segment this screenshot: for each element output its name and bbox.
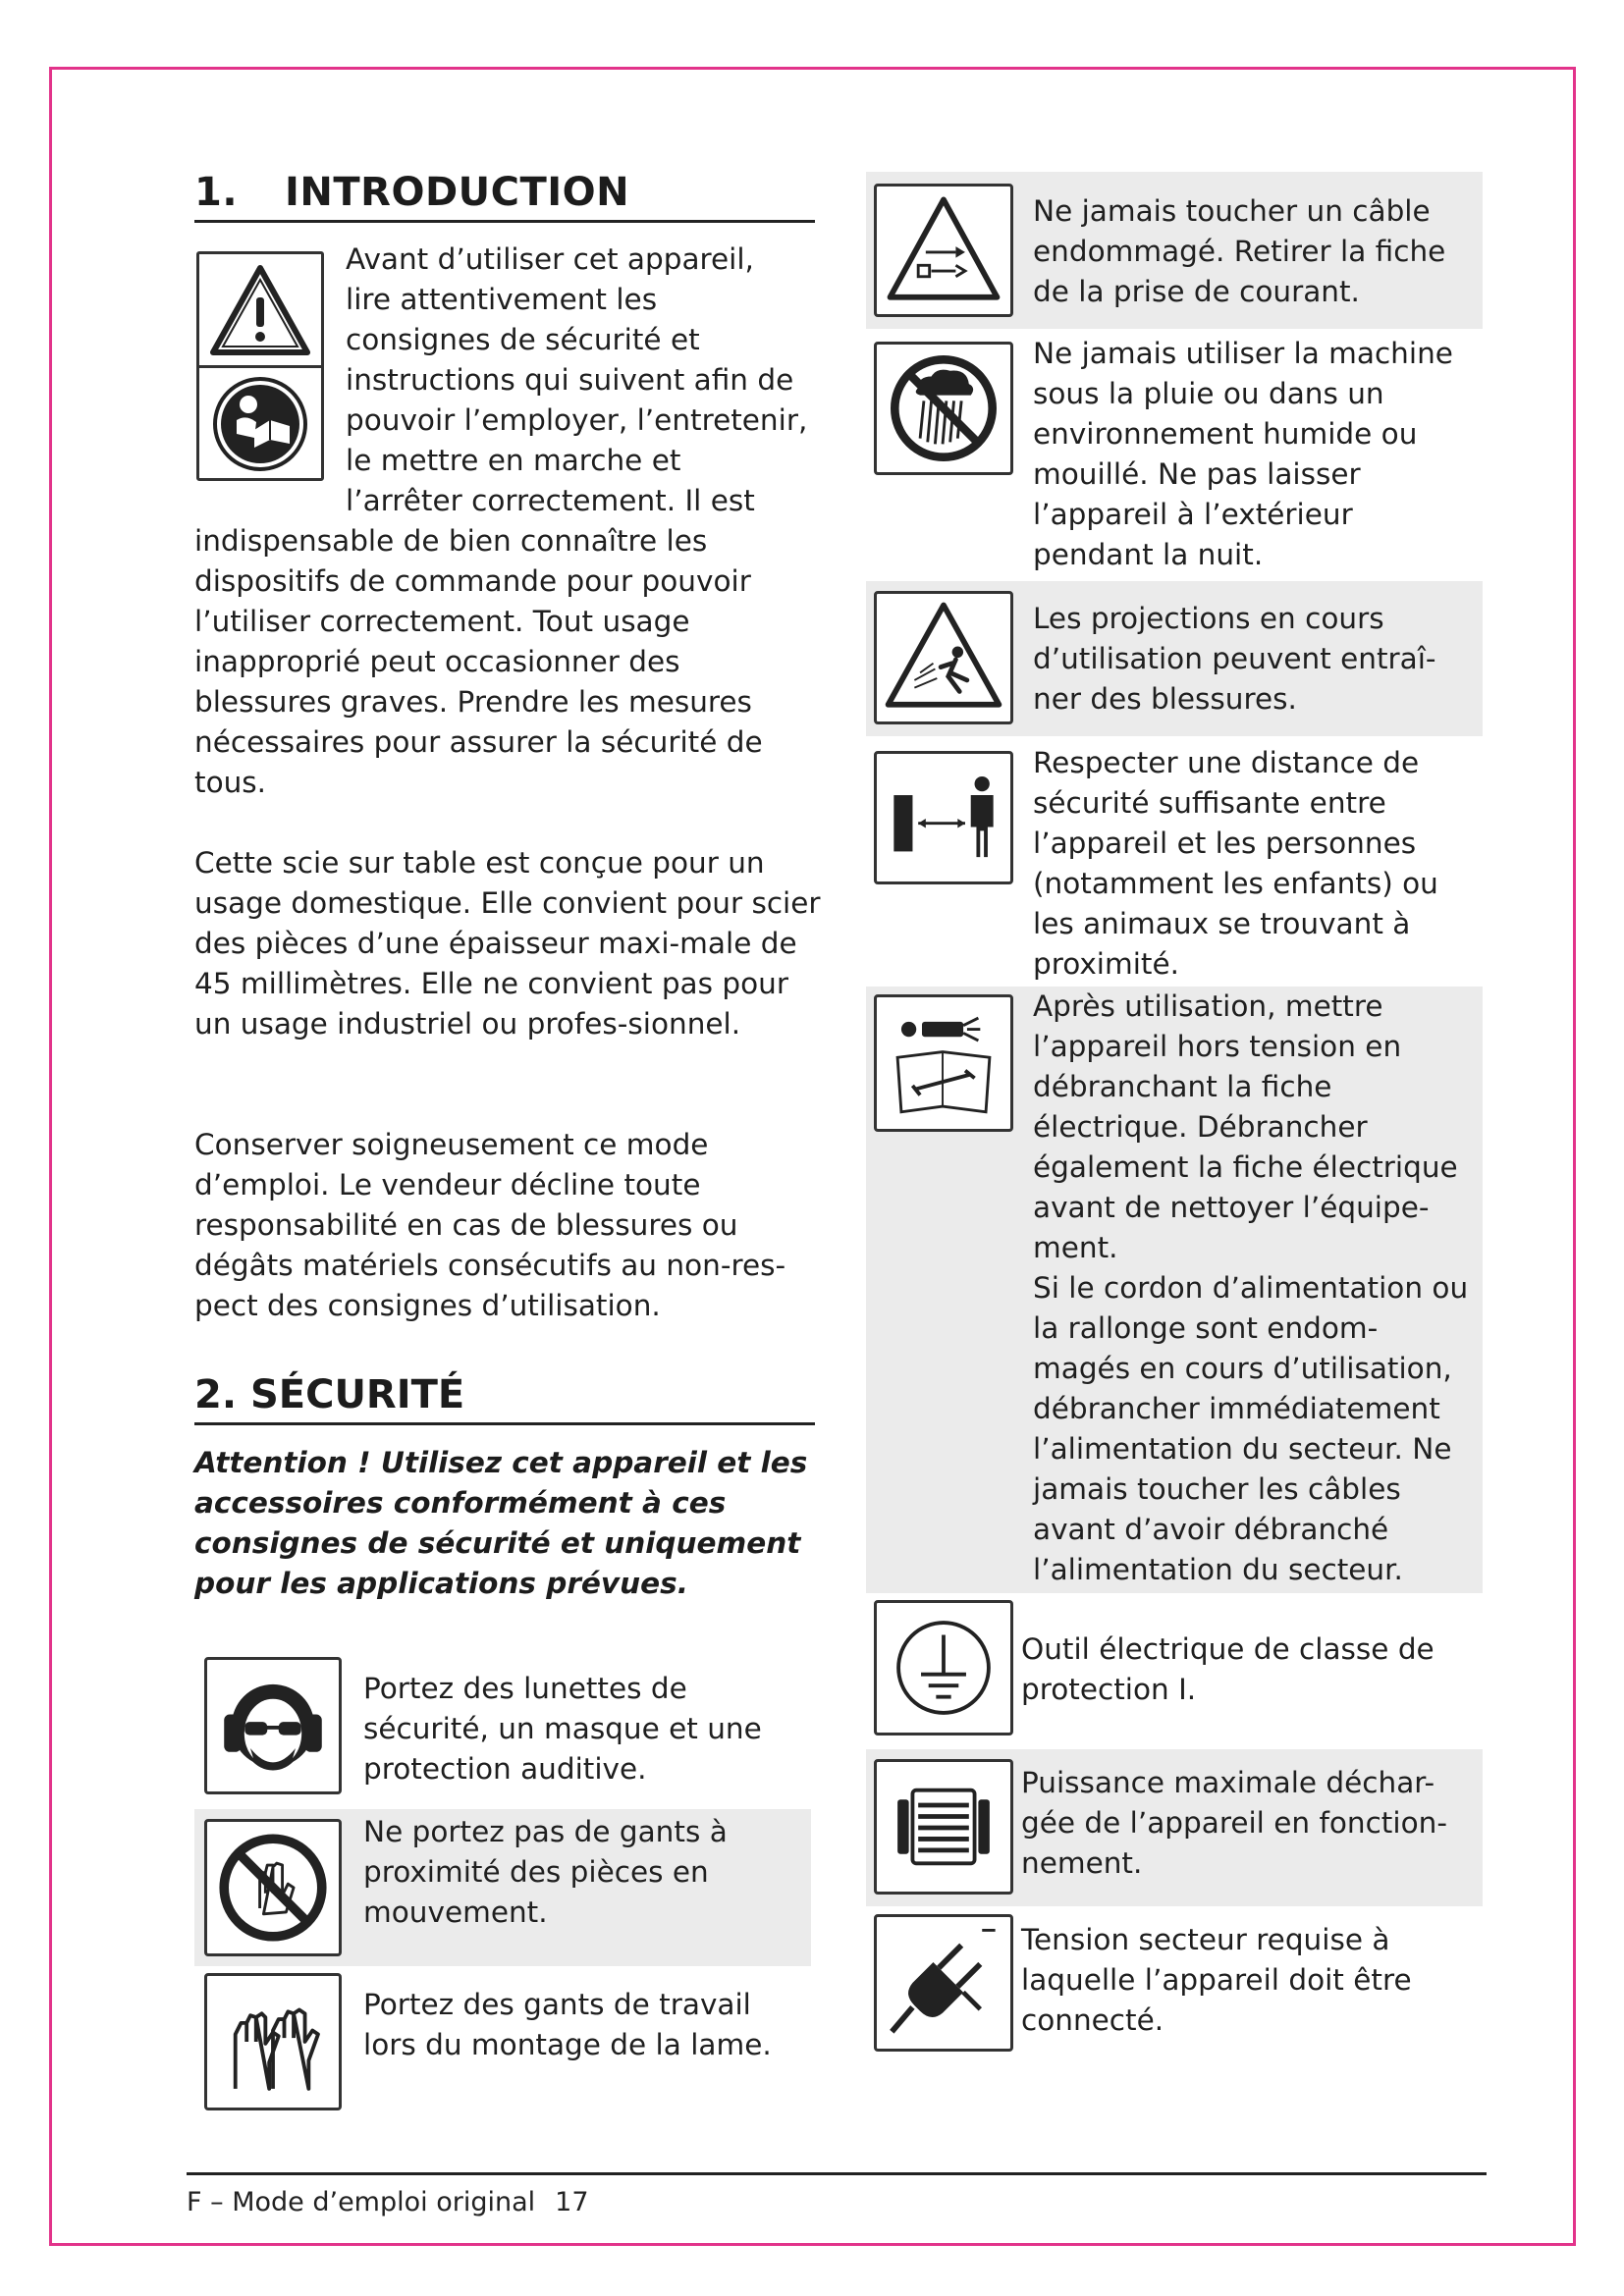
safety-item-no-rain bbox=[866, 336, 1483, 576]
safety-item-distance bbox=[866, 743, 1483, 984]
ear-eye-mask-protection-icon bbox=[204, 1657, 342, 1794]
safety-item-text: Respecter une distance de sécurité suffisante entre l’appareil et les personnes (notamment les enfants) ou les animaux se trouvant à proximité. bbox=[1033, 746, 1438, 981]
safety-item-no-gloves bbox=[194, 1809, 811, 1966]
safety-item-unplug bbox=[866, 987, 1483, 1593]
intro-paragraph-rest: indispensable de bien connaître les dispositifs de commande pour pouvoir l’utiliser correctement. Tout usage inapproprié peut occasionner des blessures graves. Prendre les mesures nécessaires pour assurer la sécurité de tous. bbox=[194, 524, 763, 799]
intro-line: pouvoir l’employer, l’entretenir, bbox=[346, 403, 808, 437]
page-footer bbox=[187, 2187, 589, 2217]
safety-item-text: Ne portez pas de gants à proximité des pièces en mouvement. bbox=[363, 1815, 728, 1929]
warning-triangle-icon bbox=[209, 262, 311, 358]
intro-line: le mettre en marche et bbox=[346, 444, 681, 477]
no-gloves-icon bbox=[204, 1819, 342, 1956]
safety-item-text: Ne jamais utiliser la machine sous la pluie ou dans un environnement humide ou mouillé. Ne pas laisser l’appareil à l’extérieur pendant la nuit. bbox=[1033, 337, 1453, 571]
safety-item-class-i bbox=[866, 1600, 1483, 1743]
safety-item-text: Tension secteur requise à laquelle l’appareil doit être connecté. bbox=[1021, 1923, 1412, 2037]
safety-item-text-block bbox=[1033, 987, 1475, 1590]
unplug-manual-icon bbox=[874, 994, 1013, 1132]
section-2-heading: 2. SÉCURITÉ bbox=[194, 1369, 815, 1425]
safety-item-text: Les projections en cours d’utilisation peuvent entraî-ner des blessures. bbox=[1033, 602, 1436, 716]
safety-item-ppe bbox=[194, 1657, 809, 1804]
safety-item-projections bbox=[866, 581, 1483, 736]
intro-wrap-lines bbox=[346, 240, 837, 521]
intro-line: consignes de sécurité et bbox=[346, 323, 700, 356]
section-1-title: INTRODUCTION bbox=[285, 170, 630, 215]
attention-notice: Attention ! Utilisez cet appareil et les accessoires conformément à ces consignes de sécurité et uniquement pour les applications prévues. bbox=[194, 1446, 808, 1600]
intro-icon-panel bbox=[196, 251, 324, 481]
damaged-cable-warning-icon bbox=[874, 184, 1013, 317]
safety-item-voltage bbox=[866, 1914, 1483, 2061]
section-1-heading bbox=[194, 167, 815, 223]
safety-item-damaged-cable bbox=[866, 172, 1483, 329]
safety-item-text: Portez des gants de travail lors du montage de la lame. bbox=[363, 1988, 772, 2061]
page-number: 17 bbox=[555, 2187, 589, 2217]
footer-rule bbox=[187, 2172, 1487, 2175]
flying-debris-warning-icon bbox=[874, 591, 1013, 724]
safety-item-work-gloves bbox=[194, 1973, 809, 2120]
motor-power-icon bbox=[874, 1759, 1013, 1895]
intro-paragraph-keep-manual: Conserver soigneusement ce mode d’emploi. Le vendeur décline toute responsabilité en cas de blessures ou dégâts matériels consécutifs au non-res-pect des consignes d’utilisation. bbox=[194, 1128, 786, 1322]
footer-label: F – Mode d’emploi original bbox=[187, 2187, 536, 2217]
intro-line: lire attentivement les bbox=[346, 283, 658, 316]
intro-line: l’arrêter correctement. Il est bbox=[346, 484, 755, 517]
power-plug-icon bbox=[874, 1914, 1013, 2052]
intro-line: instructions qui suivent afin de bbox=[346, 363, 794, 397]
safety-item-text: Ne jamais toucher un câble endommagé. Retirer la fiche de la prise de courant. bbox=[1033, 194, 1446, 308]
safety-item-text: Puissance maximale déchar-gée de l’appareil en fonction-nement. bbox=[1021, 1766, 1447, 1880]
safety-item-text: Portez des lunettes de sécurité, un masque et une protection auditive. bbox=[363, 1672, 762, 1786]
safety-item-text-secondary: Si le cordon d’alimentation ou la rallonge sont endom-magés en cours d’utilisation, débrancher immédiatement l’alimentation du secteur. Ne jamais toucher les câbles avant d’avoir débranché l’alimentation du secteur. bbox=[1033, 1271, 1469, 1586]
no-rain-icon bbox=[874, 342, 1013, 475]
intro-paragraph-usage: Cette scie sur table est conçue pour un usage domestique. Elle convient pour scier des pièces d’une épaisseur maxi-male de 45 millimètres. Elle ne convient pas pour un usage industriel ou profes-sionnel. bbox=[194, 846, 821, 1041]
safety-item-text: Outil électrique de classe de protection I. bbox=[1021, 1632, 1435, 1706]
section-1-number: 1. bbox=[194, 170, 239, 215]
work-gloves-icon bbox=[204, 1973, 342, 2110]
safety-item-text: Après utilisation, mettre l’appareil hors tension en débranchant la fiche électrique. Débrancher également la fiche électrique avant de nettoyer l’équipe-ment. bbox=[1033, 989, 1458, 1264]
intro-line: Avant d’utiliser cet appareil, bbox=[346, 242, 754, 276]
safety-item-power bbox=[866, 1749, 1483, 1906]
read-manual-icon bbox=[211, 375, 309, 473]
protective-earth-icon bbox=[874, 1600, 1013, 1735]
safety-distance-icon bbox=[874, 751, 1013, 884]
